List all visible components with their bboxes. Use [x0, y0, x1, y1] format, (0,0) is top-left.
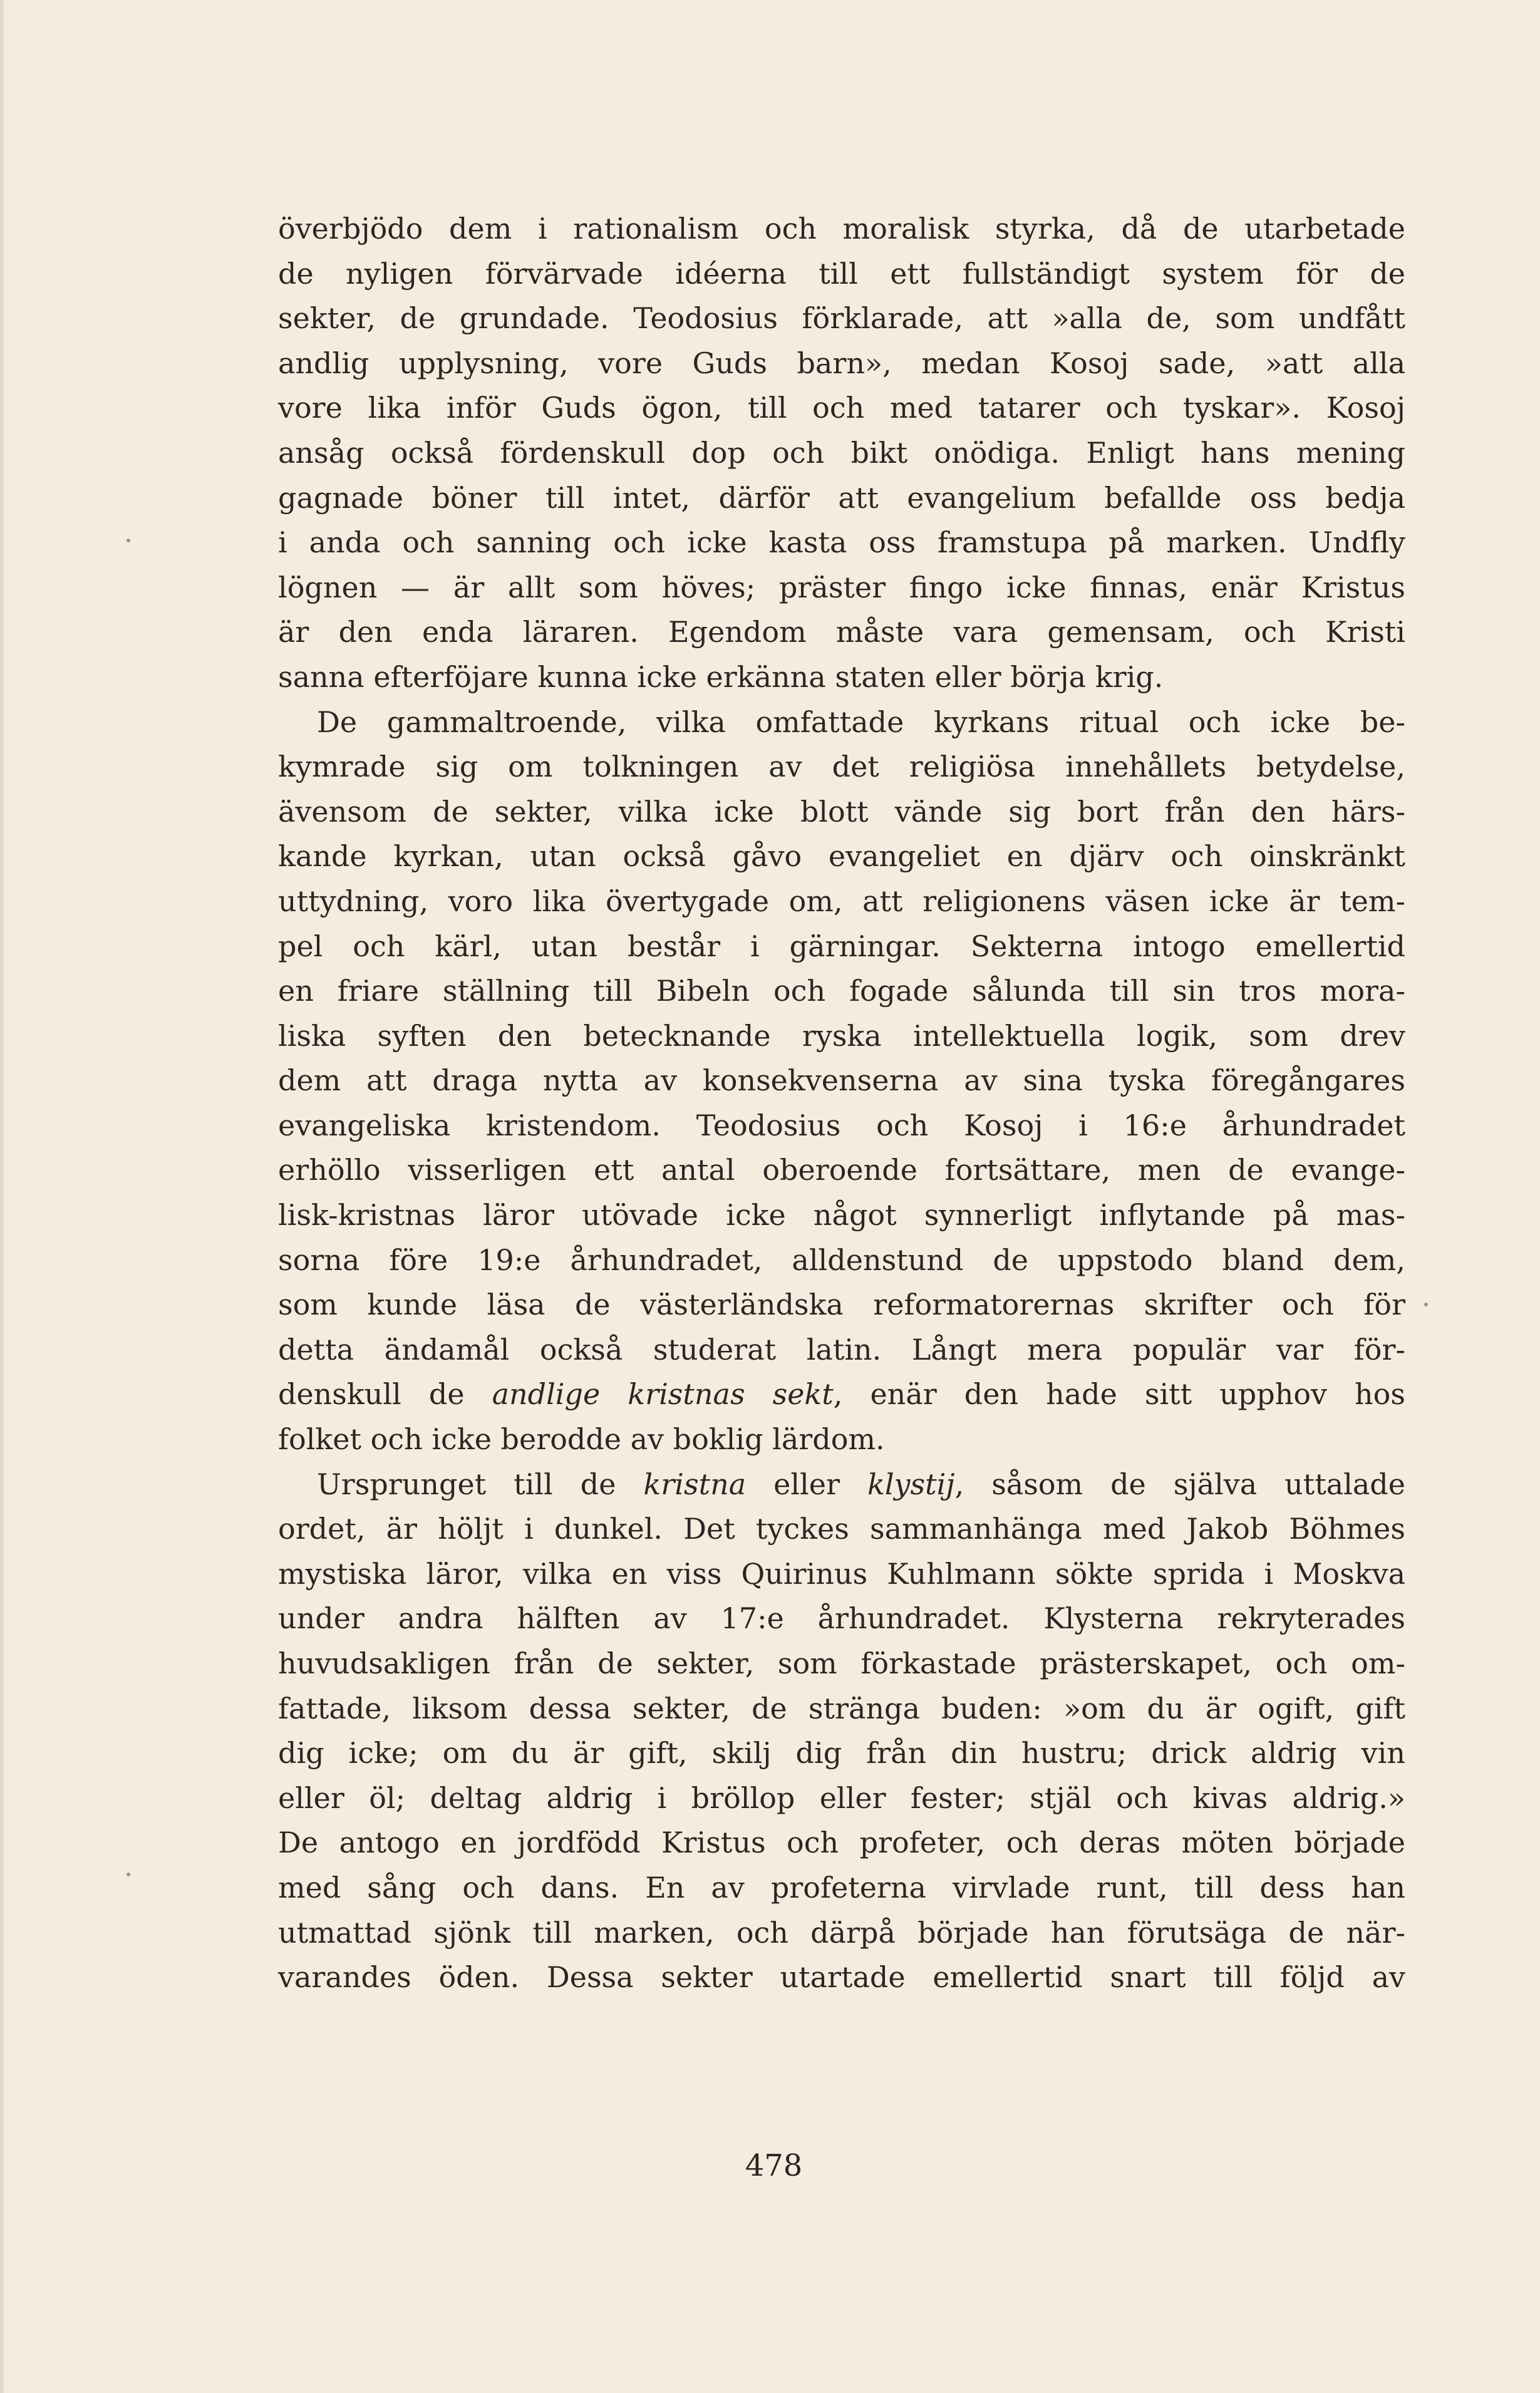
- line: ansåg också fördenskull dop och bikt onödiga. Enligt hans mening: [278, 435, 1405, 470]
- body-text: [278, 207, 1405, 2000]
- line: uttydning, voro lika övertygade om, att religionens väsen icke är tem-: [278, 884, 1405, 918]
- line: ävensom de sekter, vilka icke blott vände sig bort från den härs-: [278, 794, 1405, 829]
- line: ordet, är höljt i dunkel. Det tyckes sammanhänga med Jakob Böhmes: [278, 1512, 1405, 1546]
- line: De antogo en jordfödd Kristus och profeter, och deras möten började: [278, 1826, 1405, 1860]
- line: mystiska läror, vilka en viss Quirinus Kuhlmann sökte sprida i Moskva: [278, 1556, 1405, 1591]
- line: lisk-kristnas läror utövade icke något synnerligt inflytande på mas-: [278, 1198, 1405, 1233]
- paragraph-3: [278, 1462, 1405, 2000]
- line: de nyligen förvärvade idéerna till ett fullständigt system för de: [278, 256, 1405, 291]
- line: erhöllo visserligen ett antal oberoende fortsättare, men de evange-: [278, 1153, 1405, 1187]
- line: liska syften den betecknande ryska intellektuella logik, som drev: [278, 1018, 1405, 1053]
- line: vore lika inför Guds ögon, till och med tatarer och tyskar». Kosoj: [278, 391, 1405, 425]
- line: lögnen — är allt som höves; präster fingo icke finnas, enär Kristus: [278, 570, 1405, 604]
- line: sanna efterföjare kunna icke erkänna staten eller börja krig.: [278, 659, 1164, 694]
- line: andlig upplysning, vore Guds barn», medan Kosoj sade, »att alla: [278, 346, 1405, 380]
- line: detta ändamål också studerat latin. Långt mera populär var för-: [278, 1332, 1405, 1367]
- line: pel och kärl, utan består i gärningar. Sekterna intogo emellertid: [278, 929, 1405, 963]
- line: sorna före 19:e århundradet, alldenstund de uppstodo bland dem,: [278, 1243, 1405, 1277]
- speck-mark: [127, 1873, 130, 1876]
- line: varandes öden. Dessa sekter utartade emellertid snart till följd av: [278, 1960, 1405, 1995]
- speck-mark: [127, 539, 130, 542]
- line: under andra hälften av 17:e århundradet. Klysterna rekryterades: [278, 1601, 1405, 1636]
- line: De gammaltroende, vilka omfattade kyrkans ritual och icke be-: [317, 705, 1405, 739]
- line: eller öl; deltag aldrig i bröllop eller fester; stjäl och kivas aldrig.»: [278, 1781, 1405, 1815]
- line: fattade, liksom dessa sekter, de stränga buden: »om du är ogift, gift: [278, 1691, 1405, 1725]
- line: evangeliska kristendom. Teodosius och Kosoj i 16:e århundradet: [278, 1108, 1405, 1142]
- line: folket och icke berodde av boklig lärdom.: [278, 1422, 885, 1457]
- line: dig icke; om du är gift, skilj dig från din hustru; drick aldrig vin: [278, 1736, 1405, 1770]
- line: en friare ställning till Bibeln och fogade sålunda till sin tros mora-: [278, 974, 1405, 1008]
- line: huvudsakligen från de sekter, som förkastade prästerskapet, och om-: [278, 1646, 1405, 1680]
- line: överbjödo dem i rationalism och moralisk styrka, då de utarbetade: [278, 212, 1405, 246]
- line: med sång och dans. En av profeterna virvlade runt, till dess han: [278, 1870, 1405, 1905]
- paragraph-1: [278, 207, 1405, 700]
- line: Ursprunget till de kristna eller klystij, såsom de själva uttalade: [317, 1467, 1405, 1501]
- line: denskull de andlige kristnas sekt, enär den hade sitt upphov hos: [278, 1377, 1405, 1412]
- line: kymrade sig om tolkningen av det religiösa innehållets betydelse,: [278, 750, 1405, 784]
- line: är den enda läraren. Egendom måste vara gemensam, och Kristi: [278, 615, 1405, 649]
- line: dem att draga nytta av konsekvenserna av sina tyska föregångares: [278, 1063, 1405, 1098]
- page-number: 478: [745, 2148, 803, 2183]
- line: i anda och sanning och icke kasta oss framstupa på marken. Undfly: [278, 525, 1405, 560]
- line: sekter, de grundade. Teodosius förklarade, att »alla de, som undfått: [278, 301, 1405, 336]
- line: utmattad sjönk till marken, och därpå började han förutsäga de när-: [278, 1915, 1405, 1950]
- line: kande kyrkan, utan också gåvo evangeliet en djärv och oinskränkt: [278, 839, 1405, 874]
- paragraph-2: [278, 700, 1405, 1462]
- speck-mark: [1424, 1303, 1428, 1306]
- line: som kunde läsa de västerländska reformatorernas skrifter och för: [278, 1288, 1405, 1322]
- line: gagnade böner till intet, därför att evangelium befallde oss bedja: [278, 480, 1405, 515]
